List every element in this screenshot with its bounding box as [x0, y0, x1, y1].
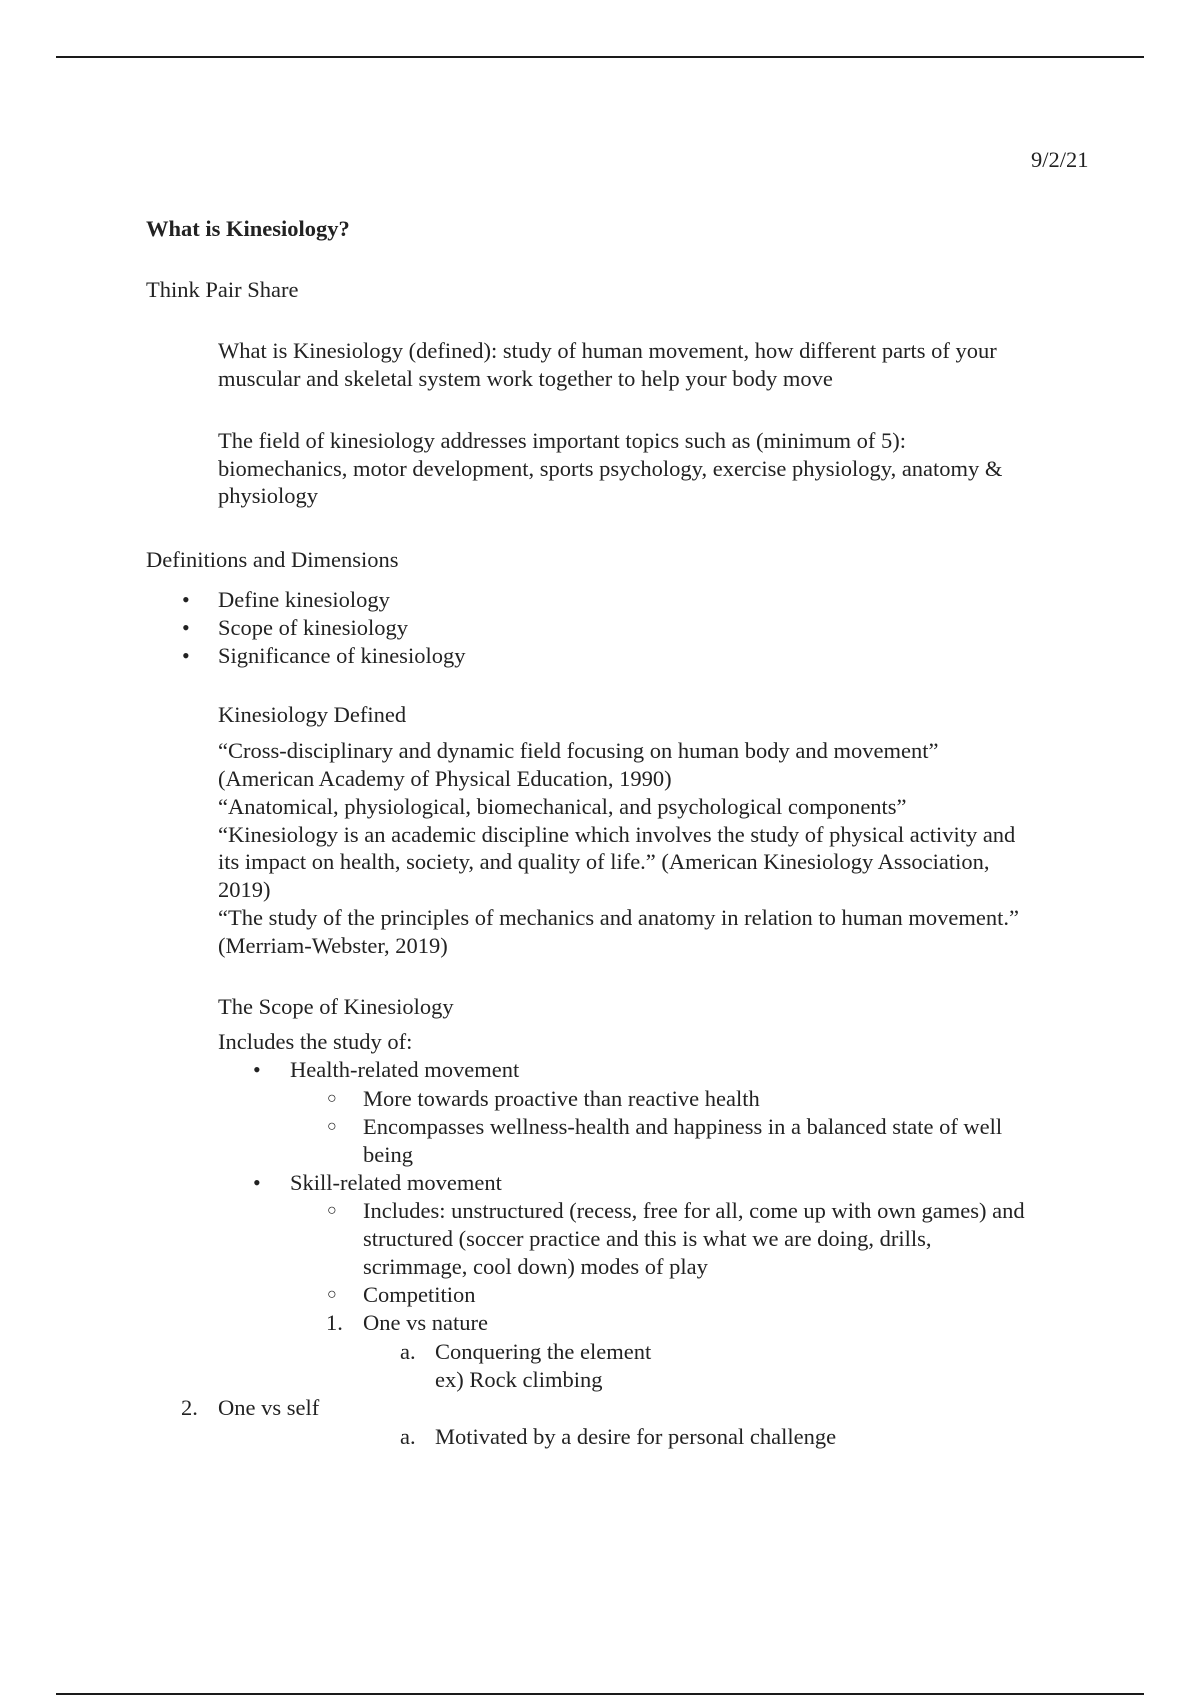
topics-line-2: biomechanics, motor development, sports psychology, exercise physiology, anatomy &	[218, 456, 1003, 481]
circle-bullet-icon: ○	[327, 1202, 337, 1219]
letter-marker: a.	[400, 1424, 416, 1449]
bullet-icon: •	[182, 615, 190, 640]
letter-marker: a.	[400, 1339, 416, 1364]
bottom-rule	[56, 1693, 1144, 1695]
quote-line: (American Academy of Physical Education, 1990)	[218, 766, 672, 791]
quote-line: (Merriam-Webster, 2019)	[218, 933, 448, 958]
quote-line: its impact on health, society, and quality of life.” (American Kinesiology Association,	[218, 849, 990, 874]
definition-line-2: muscular and skeletal system work together to help your body move	[218, 366, 833, 391]
health-sub-2-line-1: Encompasses wellness-health and happiness in a balanced state of well	[363, 1114, 1003, 1139]
circle-bullet-icon: ○	[327, 1090, 337, 1107]
page-title: What is Kinesiology?	[146, 216, 350, 241]
skill-related-movement: Skill-related movement	[290, 1170, 502, 1195]
topics-line-3: physiology	[218, 483, 319, 508]
health-sub-1: More towards proactive than reactive health	[363, 1086, 760, 1111]
skill-sub-1-line-3: scrimmage, cool down) modes of play	[363, 1254, 708, 1279]
quote-line: “Kinesiology is an academic discipline which involves the study of physical activity and	[218, 822, 1016, 847]
health-sub-2-line-2: being	[363, 1142, 413, 1167]
circle-bullet-icon: ○	[327, 1286, 337, 1303]
skill-sub-2: Competition	[363, 1282, 476, 1307]
bullet-item: Significance of kinesiology	[218, 643, 466, 668]
circle-bullet-icon: ○	[327, 1118, 337, 1135]
one-vs-self: One vs self	[218, 1395, 320, 1420]
rock-climbing-example: ex) Rock climbing	[435, 1367, 603, 1392]
bullet-icon: •	[253, 1057, 261, 1082]
one-vs-nature: One vs nature	[363, 1310, 488, 1335]
definition-line-1: What is Kinesiology (defined): study of human movement, how different parts of your	[218, 338, 997, 363]
quote-line: “The study of the principles of mechanics and anatomy in relation to human movement.”	[218, 905, 1020, 930]
date: 9/2/21	[1031, 147, 1089, 172]
conquering-the-element: Conquering the element	[435, 1339, 652, 1364]
quote-line: “Anatomical, physiological, biomechanical, and psychological components”	[218, 794, 907, 819]
kinesiology-defined-heading: Kinesiology Defined	[218, 702, 407, 727]
health-related-movement: Health-related movement	[290, 1057, 520, 1082]
topics-line-1: The field of kinesiology addresses important topics such as (minimum of 5):	[218, 428, 906, 453]
scope-intro: Includes the study of:	[218, 1029, 413, 1054]
definitions-heading: Definitions and Dimensions	[146, 547, 399, 572]
bullet-item: Define kinesiology	[218, 587, 390, 612]
quote-line: “Cross-disciplinary and dynamic field focusing on human body and movement”	[218, 738, 939, 763]
scope-heading: The Scope of Kinesiology	[218, 994, 454, 1019]
top-rule	[56, 56, 1144, 58]
skill-sub-1-line-1: Includes: unstructured (recess, free for all, come up with own games) and	[363, 1198, 1025, 1223]
number-marker: 2.	[181, 1395, 198, 1420]
think-pair-share-heading: Think Pair Share	[146, 277, 299, 302]
bullet-icon: •	[253, 1170, 261, 1195]
quote-line: 2019)	[218, 877, 271, 902]
personal-challenge: Motivated by a desire for personal challenge	[435, 1424, 837, 1449]
skill-sub-1-line-2: structured (soccer practice and this is what we are doing, drills,	[363, 1226, 932, 1251]
bullet-item: Scope of kinesiology	[218, 615, 408, 640]
bullet-icon: •	[182, 643, 190, 668]
bullet-icon: •	[182, 587, 190, 612]
number-marker: 1.	[326, 1310, 343, 1335]
